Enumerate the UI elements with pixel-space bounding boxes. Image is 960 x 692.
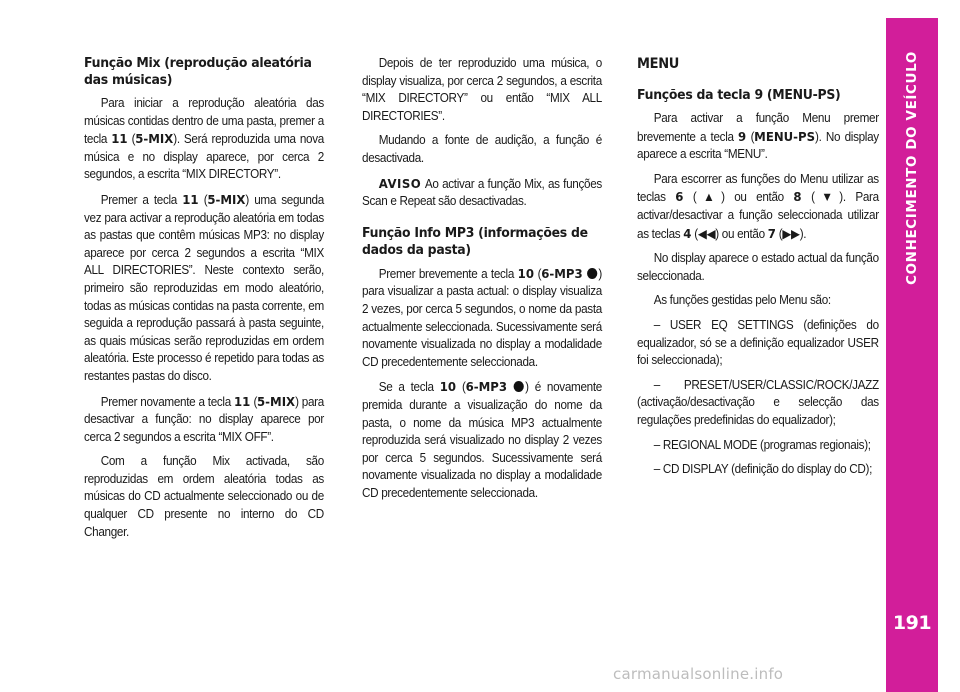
text: Premer a tecla <box>100 192 183 207</box>
paragraph <box>637 110 879 164</box>
disc-icon <box>587 268 597 279</box>
text: Premer novamente a tecla <box>100 394 235 409</box>
paragraph: No display aparece o estado actual da função seleccionada. <box>637 251 879 283</box>
text: ( <box>250 394 258 409</box>
key-label: MENU-PS <box>754 128 816 144</box>
list-item: – REGIONAL MODE (programas regionais); <box>653 437 871 452</box>
text: Para escorrer as funções do Menu utilizar as teclas <box>637 171 879 205</box>
text: ( <box>746 129 755 144</box>
key-label: 6-MP3 <box>541 265 583 281</box>
text: ou então <box>724 190 794 205</box>
heading-info-mp3: Função Info MP3 (informações de dados da pasta) <box>362 225 588 258</box>
heading-mix: Função Mix (reprodução aleatória das músicas) <box>84 56 312 88</box>
text: ( <box>127 132 136 147</box>
key-label: 5-MIX <box>207 191 246 207</box>
paragraph <box>362 265 602 372</box>
up-arrow-icon: ▲ <box>696 190 722 205</box>
text: Premer brevemente a tecla <box>378 266 518 281</box>
paragraph <box>84 95 324 184</box>
section-title-text: CONHECIMENTO DO VEÍCULO <box>904 51 920 285</box>
disc-icon <box>514 381 524 392</box>
warning-paragraph <box>362 175 602 211</box>
key-label: 8 <box>793 189 802 205</box>
list-item: – PRESET/USER/CLASSIC/ROCK/JAZZ (activação/desactivação e selecção das regulações predefinidas do equalizador); <box>637 377 879 427</box>
section-title <box>886 18 938 318</box>
key-label: 10 <box>517 265 534 281</box>
paragraph: Para escorrer as funções do Menu utilizar as teclas 6 (▲) ou então 8 (▼). Para activar/desactivar a função seleccionada utilizar as teclas 4 (◀◀) ou então 7 (▶▶). <box>637 171 879 241</box>
text: . Para activar/desactivar a função seleccionada utilizar as teclas <box>637 190 879 241</box>
text: ( <box>533 266 542 281</box>
text: Para activar a função Menu premer brevemente a tecla <box>637 111 879 144</box>
paragraph <box>84 393 324 447</box>
key-label: 10 <box>439 379 457 395</box>
key-label: 11 <box>234 393 251 409</box>
key-label: 11 <box>182 191 199 207</box>
column-2 <box>362 55 602 509</box>
paragraph <box>362 378 602 502</box>
key-label: 5-MIX <box>135 131 174 147</box>
text: ( <box>198 192 208 207</box>
warning-label: AVISO <box>378 175 422 191</box>
text: Para iniciar a reprodução aleatória das músicas contidas dentro de uma pasta, premer a tecla <box>84 96 324 147</box>
text: ou então <box>718 226 768 241</box>
text: ) para desactivar a função: no display aparece por cerca 2 segundos a escrita “MIX OFF”. <box>84 394 324 444</box>
key-label: 7 <box>767 225 776 241</box>
text: ) para visualizar a pasta actual: o display visualiza 2 vezes, por cerca 5 segundos, o nome da pasta actualmente seleccionada. Sucessivamente será novamente visualizada no display a modalidade CD precedentemente seleccionada. <box>362 266 602 369</box>
key-label: 11 <box>111 131 128 147</box>
paragraph: Depois de ter reproduzido uma música, o display visualiza, por cerca 2 segundos, a escrita “MIX DIRECTORY” ou então “MIX ALL DIRECTORIES”. <box>362 56 602 123</box>
warning-text: Ao activar a função Mix, as funções Scan e Repeat são desactivadas. <box>362 176 602 209</box>
down-arrow-icon: ▼ <box>814 190 840 205</box>
text: ). Será reproduzida uma nova música e no display aparece, por cerca 2 segundos, a escrita “MIX DIRECTORY”. <box>84 132 324 182</box>
list-item: – CD DISPLAY (definição do display do CD); <box>653 462 873 477</box>
paragraph <box>84 191 324 386</box>
heading-menu: MENU <box>637 56 680 72</box>
key-label: 5-MIX <box>257 393 296 409</box>
heading-menu-key: Funções da tecla 9 (MENU-PS) <box>637 88 841 103</box>
key-label: 6-MP3 <box>465 379 508 395</box>
paragraph: As funções gestidas pelo Menu são: <box>653 293 831 308</box>
key-label: 9 <box>738 128 747 144</box>
text: Se a tecla <box>378 380 440 395</box>
fast-forward-icon: ▶▶ <box>782 226 800 241</box>
paragraph: Mudando a fonte de audição, a função é desactivada. <box>362 133 602 165</box>
text: . <box>803 226 807 241</box>
text: ) é novamente premida durante a visualização do nome da pasta, o nome da música MP3 actualmente reproduzida será visualizado no display 2 vezes por cerca 5 segundos. Sucessivamente será novamente visualizada no display a modalidade CD precedentemente seleccionada. <box>362 380 602 500</box>
watermark-text: carmanualsonline.info <box>613 665 784 683</box>
key-label: 6 <box>675 189 684 205</box>
text: ( <box>456 380 466 395</box>
column-3 <box>637 55 879 486</box>
rewind-icon: ◀◀ <box>697 226 716 241</box>
list-item: – USER EQ SETTINGS (definições do equalizador, só se a definição equalizador USER foi seleccionada); <box>637 317 879 368</box>
column-1 <box>84 55 324 548</box>
paragraph: Com a função Mix activada, são reproduzidas em ordem aleatória todas as músicas do CD actualmente seleccionado ou de qualquer CD presente no interno do CD Changer. <box>84 454 324 539</box>
text: ). No display aparece a escrita “MENU”. <box>637 129 879 162</box>
page-number: 191 <box>892 612 932 634</box>
text: ) uma segunda vez para activar a reprodução aleatória em todas as pastas que contêm músicas MP3: no display aparece por cerca 2 segundos a escrita “MIX ALL DIRECTORIES”. Neste contexto serão, primeiro são reproduzidas em modo aleatório, todas as músicas contidas na pasta corrente, em seguida a reprodução passará à pasta seguinte, as quais músicas serão reproduzidas em ordem aleatória. Este processo é repetido para todas as restantes pastas do disco. <box>84 192 324 383</box>
key-label: 4 <box>683 225 692 241</box>
